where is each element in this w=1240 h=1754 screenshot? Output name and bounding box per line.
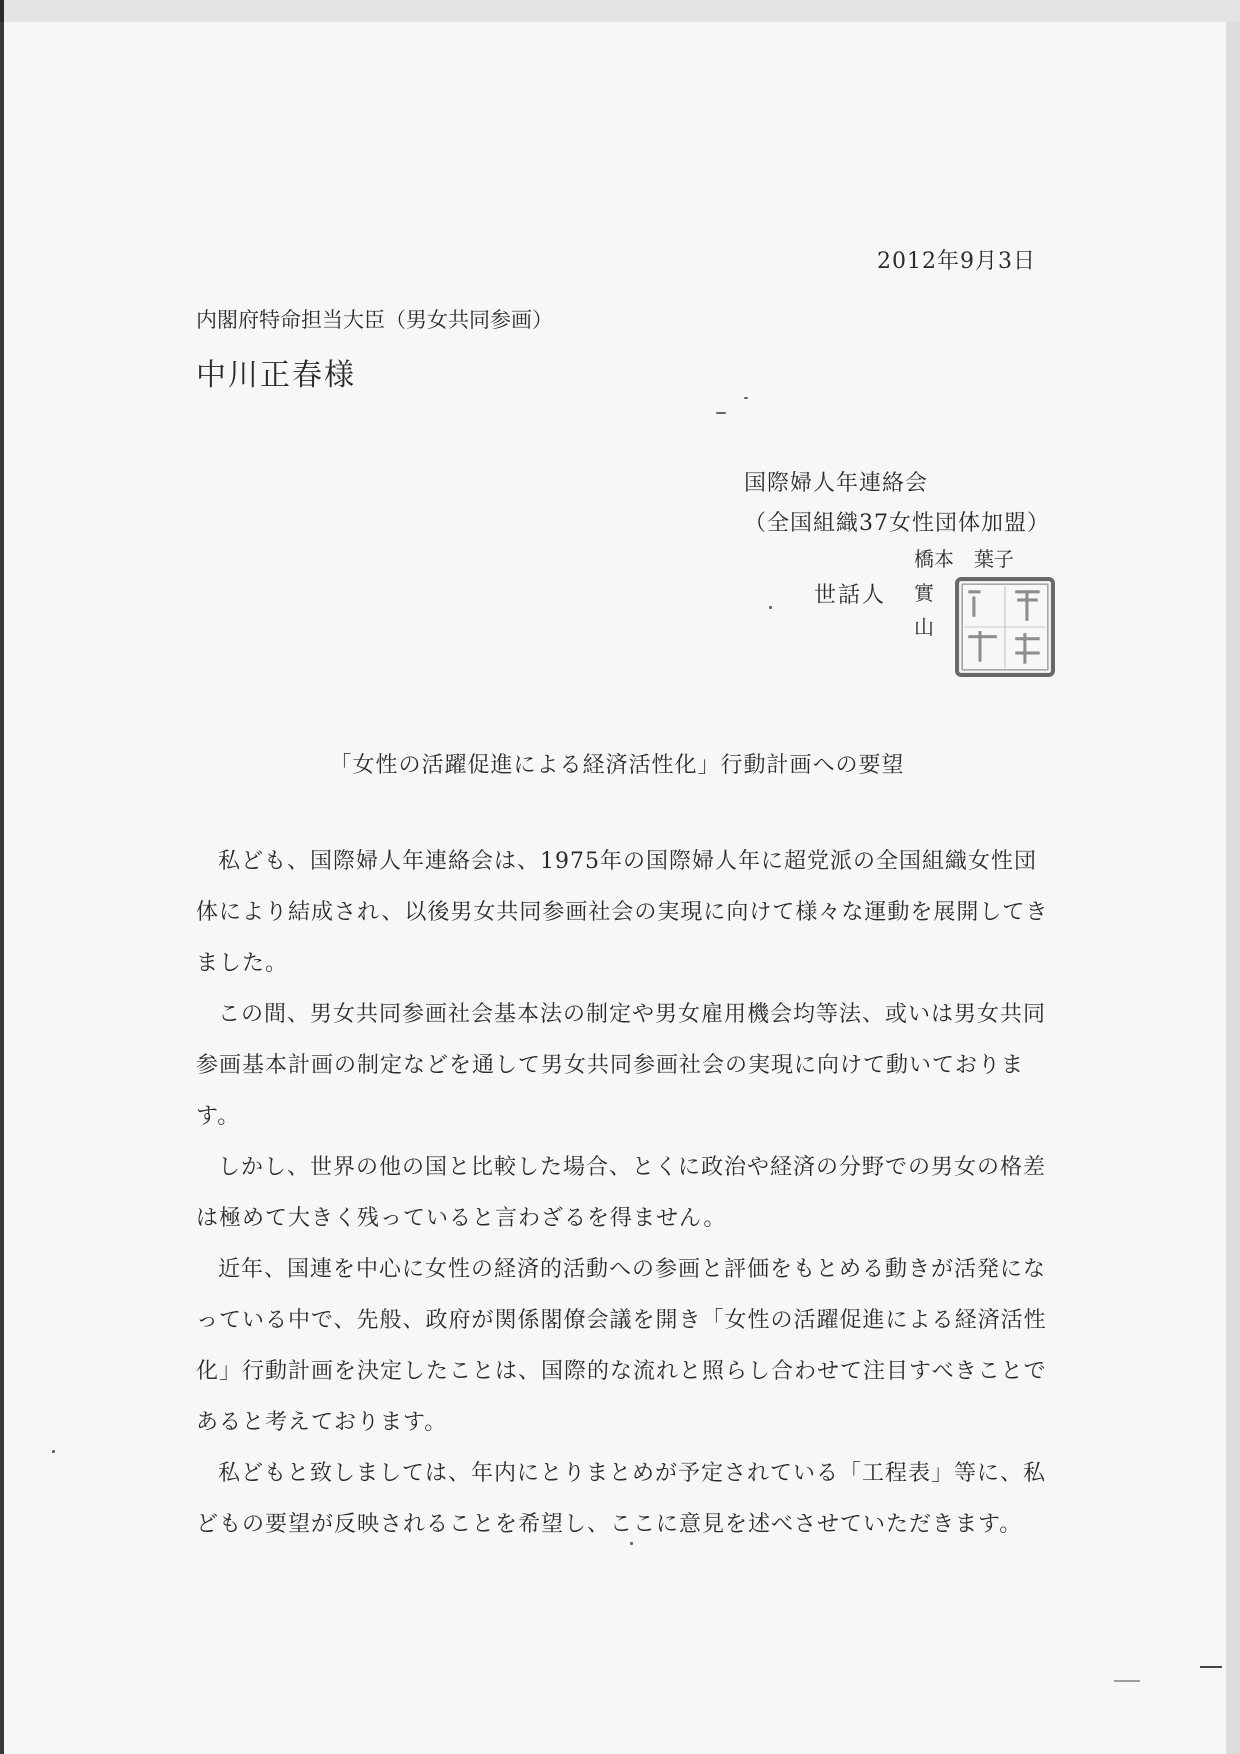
signer-label: 世話人: [814, 583, 887, 608]
body-paragraph: しかし、世界の他の国と比較した場合、とくに政治や経済の分野での男女の格差は極めて大きく残っていると言わざるを得ません。: [196, 1155, 1047, 1231]
body-paragraph: 私ども、国際婦人年連絡会は、1975年の国際婦人年に超党派の全国組織女性団体により結成され、以後男女共同参画社会の実現に向けて様々な運動を展開してきました。: [196, 849, 1049, 976]
scan-speck: [630, 1542, 633, 1545]
addressee-name: 中川正春様: [196, 358, 356, 393]
letter-date: 2012年9月3日: [877, 249, 1036, 274]
sender-description: （全国組織37女性団体加盟）: [744, 511, 1050, 536]
letter-subject: 「女性の活躍促進による経済活性化」行動計画への要望: [329, 753, 905, 778]
addressee-title: 内閣府特命担当大臣（男女共同参画）: [196, 308, 553, 332]
scan-speck: [52, 1450, 55, 1453]
body-paragraph: この間、男女共同参画社会基本法の制定や男女雇用機会均等法、或いは男女共同参画基本計画の制定などを通して男女共同参画社会の実現に向けて動いております。: [196, 1002, 1047, 1129]
scan-speck: [769, 606, 772, 609]
letter-body: [196, 836, 1056, 1550]
organization-seal-stamp: [954, 576, 1056, 678]
sender-organization: 国際婦人年連絡会: [744, 471, 929, 496]
body-paragraph: 私どもと致しましては、年内にとりまとめが予定されている「工程表」等に、私どもの要望が反映されることを希望し、ここに意見を述べさせていただきます。: [196, 1461, 1047, 1537]
scan-speck: [744, 397, 748, 399]
scan-top-margin: [0, 0, 1240, 22]
signer-name: 山: [914, 615, 934, 639]
signer-name: 橋本 葉子: [914, 547, 1014, 571]
signer-name: 實: [914, 581, 934, 605]
body-paragraph: 近年、国連を中心に女性の経済的活動への参画と評価をもとめる動きが活発になっている中で、先般、政府が関係閣僚会議を開き「女性の活躍促進による経済活性化」行動計画を決定したことは、国際的な流れと照らし合わせて注目すべきことであると考えております。: [196, 1257, 1047, 1435]
scan-artifact-line: [1114, 1680, 1140, 1682]
scan-speck: [716, 412, 726, 414]
document-page: [0, 22, 1226, 1754]
scan-artifact-line: [1200, 1666, 1222, 1668]
